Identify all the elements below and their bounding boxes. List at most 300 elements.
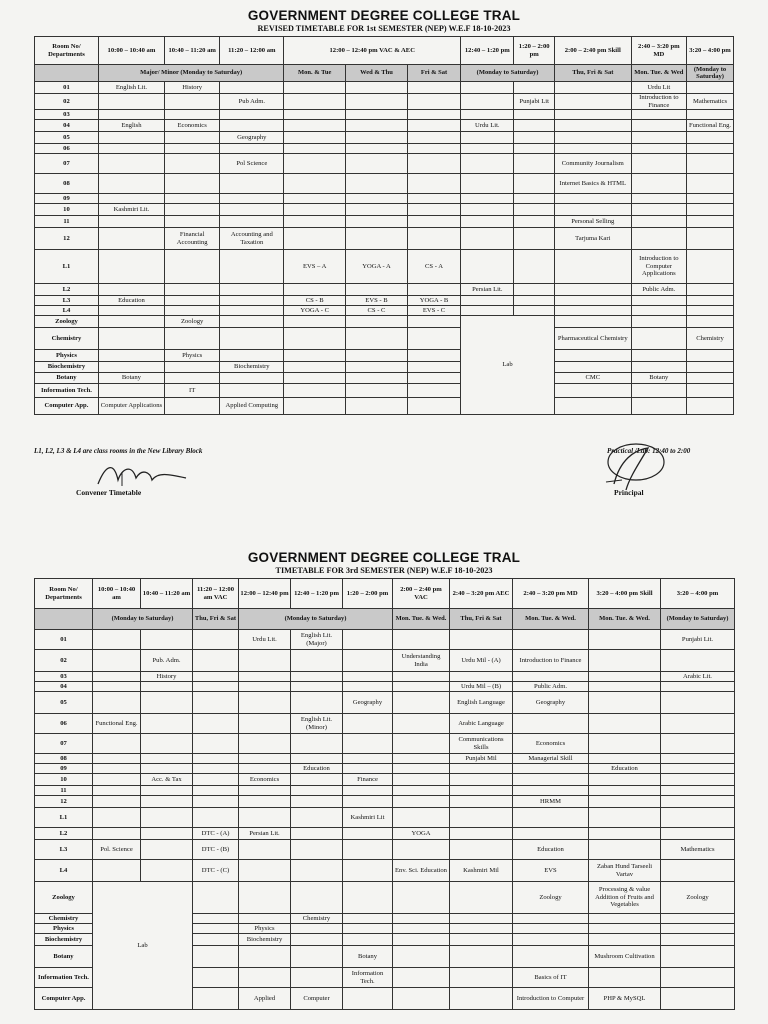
timetable-cell — [461, 82, 514, 94]
timetable-cell — [450, 840, 513, 860]
convener-label: Convener Timetable — [76, 488, 142, 497]
timetable-cell — [93, 754, 141, 764]
timetable-cell — [661, 946, 735, 968]
convener-signature-icon — [92, 458, 192, 490]
timetable-cell — [239, 714, 291, 734]
timetable-table — [34, 36, 734, 415]
timetable-cell — [631, 228, 686, 250]
timetable-cell — [164, 144, 219, 154]
timetable-cell: Internet Basics & HTML — [554, 174, 631, 194]
timetable-cell — [193, 946, 239, 968]
timetable-cell — [291, 734, 343, 754]
timetable-cell — [514, 132, 554, 144]
timetable-cell — [346, 204, 408, 216]
table-row — [35, 764, 735, 774]
timetable-cell: Mathematics — [687, 94, 734, 110]
table-row — [35, 350, 734, 362]
timetable-cell — [631, 144, 686, 154]
timetable-cell: Computer Applications — [98, 398, 164, 415]
timetable-cell: Accounting and Taxation — [220, 228, 284, 250]
timetable-cell: Botany — [631, 373, 686, 384]
timetable-cell — [98, 316, 164, 328]
timetable-cell — [393, 924, 450, 934]
timetable-cell — [450, 828, 513, 840]
timetable-cell — [220, 82, 284, 94]
timetable-cell — [343, 734, 393, 754]
timetable-cell — [393, 988, 450, 1010]
timetable-cell — [513, 672, 589, 682]
timetable-cell: Public Adm. — [513, 682, 589, 692]
timetable-cell — [393, 934, 450, 946]
timetable-cell — [450, 988, 513, 1010]
timetable-cell — [554, 110, 631, 120]
practical-lab-note: Practical /Lab: 12:40 to 2:00 — [607, 447, 691, 455]
timetable-cell — [93, 774, 141, 786]
timetable-cell — [193, 934, 239, 946]
timetable-cell — [284, 373, 346, 384]
band-mon-tue-wed-3: Mon. Tue. & Wed. — [589, 609, 661, 630]
timetable-cell — [93, 860, 141, 882]
timetable-cell — [513, 764, 589, 774]
timetable-cell — [513, 828, 589, 840]
table-row — [35, 362, 734, 373]
timetable-cell — [687, 144, 734, 154]
timetable-cell: Zoology — [661, 882, 735, 914]
timetable-cell — [284, 284, 346, 296]
timetable-cell — [461, 154, 514, 174]
timetable-cell — [393, 630, 450, 650]
timetable-cell — [687, 154, 734, 174]
timetable-cell — [291, 828, 343, 840]
timetable-cell: Physics — [164, 350, 219, 362]
room-cell: Information Tech. — [35, 384, 99, 398]
timetable-cell — [661, 988, 735, 1010]
timetable-cell — [141, 714, 193, 734]
timetable-cell — [450, 914, 513, 924]
band-fri-sat: Fri & Sat — [407, 65, 460, 82]
timetable-cell: Geography — [343, 692, 393, 714]
timetable-cell — [343, 882, 393, 914]
timetable-cell — [284, 398, 346, 415]
header-slot-6: 1:20 – 2:00 pm — [343, 579, 393, 609]
timetable-cell — [220, 194, 284, 204]
room-cell: L2 — [35, 284, 99, 296]
room-cell: 12 — [35, 228, 99, 250]
timetable-cell — [291, 882, 343, 914]
timetable-cell — [450, 934, 513, 946]
timetable-cell: Punjabi Lit. — [661, 630, 735, 650]
timetable-cell — [141, 692, 193, 714]
timetable-cell — [461, 204, 514, 216]
timetable-cell — [589, 734, 661, 754]
timetable-table — [34, 578, 735, 1010]
timetable-cell — [164, 110, 219, 120]
timetable-cell — [284, 154, 346, 174]
timetable-cell — [193, 882, 239, 914]
header-slot-4: 12:00 – 12:40 pm — [239, 579, 291, 609]
timetable-cell: Basics of IT — [513, 968, 589, 988]
timetable-cell — [589, 828, 661, 840]
timetable-cell — [346, 384, 408, 398]
timetable-cell — [141, 630, 193, 650]
room-cell: L1 — [35, 250, 99, 284]
timetable-cell — [589, 914, 661, 924]
timetable-cell — [291, 968, 343, 988]
timetable-cell — [291, 924, 343, 934]
timetable-cell — [554, 362, 631, 373]
timetable-cell — [461, 132, 514, 144]
timetable-cell — [291, 650, 343, 672]
timetable-cell — [514, 284, 554, 296]
band-thu-fri-sat: Thu, Fri & Sat — [554, 65, 631, 82]
timetable-cell — [284, 204, 346, 216]
timetable-cell — [450, 764, 513, 774]
timetable-cell — [407, 373, 460, 384]
table-row — [35, 228, 734, 250]
timetable-cell — [98, 250, 164, 284]
timetable-cell — [461, 296, 514, 306]
timetable-cell — [554, 120, 631, 132]
timetable-cell — [291, 786, 343, 796]
timetable-cell — [461, 110, 514, 120]
timetable-cell — [141, 764, 193, 774]
band-mon-sat-2: (Monday to Saturday) — [687, 65, 734, 82]
timetable-cell — [98, 228, 164, 250]
room-cell: 01 — [35, 630, 93, 650]
timetable-cell — [407, 384, 460, 398]
timetable-cell — [284, 194, 346, 204]
timetable-cell — [193, 796, 239, 808]
timetable-cell — [193, 650, 239, 672]
timetable-cell — [343, 914, 393, 924]
timetable-cell: Processing & value Addition of Fruits and Vegetables — [589, 882, 661, 914]
timetable-cell — [291, 692, 343, 714]
timetable-cell: English — [98, 120, 164, 132]
timetable-cell — [513, 786, 589, 796]
timetable-cell: DTC - (C) — [193, 860, 239, 882]
room-cell: 06 — [35, 144, 99, 154]
timetable-cell — [407, 398, 460, 415]
table-row — [35, 174, 734, 194]
timetable-cell — [93, 828, 141, 840]
timetable-cell — [284, 94, 346, 110]
timetable-cell: Urdu Mil – (B) — [450, 682, 513, 692]
timetable-cell — [239, 682, 291, 692]
timetable-cell: Physics — [239, 924, 291, 934]
timetable-cell — [343, 754, 393, 764]
timetable-cell — [98, 328, 164, 350]
timetable-cell — [239, 796, 291, 808]
timetable-cell — [661, 650, 735, 672]
room-cell: L1 — [35, 808, 93, 828]
table-row — [35, 754, 735, 764]
timetable-cell — [687, 132, 734, 144]
timetable-cell — [589, 672, 661, 682]
timetable-cell — [346, 82, 408, 94]
timetable-cell — [407, 350, 460, 362]
timetable-cell — [554, 384, 631, 398]
timetable-cell: Introduction to Finance — [631, 94, 686, 110]
timetable-cell — [220, 373, 284, 384]
timetable-cell — [193, 808, 239, 828]
timetable-cell — [164, 306, 219, 316]
timetable-cell — [346, 144, 408, 154]
band-mon-sat-3: (Monday to Saturday) — [661, 609, 735, 630]
timetable-cell: EVS — [513, 860, 589, 882]
timetable-cell — [393, 946, 450, 968]
timetable-cell — [98, 306, 164, 316]
timetable-cell — [554, 284, 631, 296]
timetable-cell — [93, 796, 141, 808]
timetable-cell — [291, 754, 343, 764]
timetable-cell — [461, 144, 514, 154]
timetable-cell: EVS - C — [407, 306, 460, 316]
timetable-cell — [554, 350, 631, 362]
timetable-subtitle: TIMETABLE FOR 3rd SEMESTER (NEP) W.E.F 18-10-2023 — [275, 566, 493, 575]
header-slot-vac: 2:00 – 2:40 pm VAC — [393, 579, 450, 609]
timetable-cell — [291, 934, 343, 946]
timetable-cell: Mathematics — [661, 840, 735, 860]
timetable-cell — [514, 306, 554, 316]
timetable-cell — [220, 250, 284, 284]
timetable-cell — [661, 734, 735, 754]
timetable-cell — [513, 808, 589, 828]
timetable-cell — [164, 154, 219, 174]
timetable-cell — [346, 174, 408, 194]
timetable-cell — [343, 924, 393, 934]
timetable-cell — [220, 174, 284, 194]
timetable-cell — [589, 840, 661, 860]
room-cell: Biochemistry — [35, 362, 99, 373]
band-mon-sat-2: (Monday to Saturday) — [239, 609, 393, 630]
timetable-cell: Persian Lit. — [461, 284, 514, 296]
timetable-cell — [141, 808, 193, 828]
timetable-cell: Biochemistry — [220, 362, 284, 373]
table-row — [35, 154, 734, 174]
timetable-cell — [141, 860, 193, 882]
timetable-cell — [687, 384, 734, 398]
timetable-cell — [589, 796, 661, 808]
timetable-cell — [514, 154, 554, 174]
timetable-cell — [450, 808, 513, 828]
timetable-cell — [193, 774, 239, 786]
timetable-cell: Introduction to Computer — [513, 988, 589, 1010]
header-slot-md: 2:40 – 3:20 pm MD — [513, 579, 589, 609]
timetable-cell — [661, 714, 735, 734]
timetable-cell: Env. Sci. Education — [393, 860, 450, 882]
room-cell: 07 — [35, 154, 99, 174]
timetable-cell: Pharmaceutical Chemistry — [554, 328, 631, 350]
timetable-cell: HRMM — [513, 796, 589, 808]
table-row — [35, 316, 734, 328]
room-cell: 07 — [35, 734, 93, 754]
timetable-cell: Pol. Science — [93, 840, 141, 860]
timetable-cell — [220, 384, 284, 398]
room-cell: L4 — [35, 860, 93, 882]
timetable-cell: CS - B — [284, 296, 346, 306]
timetable-cell — [239, 786, 291, 796]
timetable-cell: EVS – A — [284, 250, 346, 284]
timetable-cell — [514, 174, 554, 194]
timetable-cell — [461, 194, 514, 204]
room-cell: Computer App. — [35, 398, 99, 415]
timetable-cell — [661, 682, 735, 692]
timetable-cell — [687, 204, 734, 216]
timetable-cell: Kashmiri Lit. — [98, 204, 164, 216]
timetable-cell: Public Adm. — [631, 284, 686, 296]
header-slot-vac: 12:00 – 12:40 pm VAC & AEC — [284, 37, 461, 65]
timetable-cell — [193, 672, 239, 682]
timetable-cell — [220, 284, 284, 296]
timetable-cell — [687, 398, 734, 415]
timetable-cell — [687, 250, 734, 284]
header-slot-last: 3:20 – 4:00 pm — [687, 37, 734, 65]
timetable-cell — [141, 682, 193, 692]
timetable-cell: Zoology — [513, 882, 589, 914]
timetable-cell: Urdu Lit — [631, 82, 686, 94]
timetable-cell: CS - A — [407, 250, 460, 284]
timetable-cell — [164, 216, 219, 228]
timetable-cell: Computer — [291, 988, 343, 1010]
timetable-cell — [393, 914, 450, 924]
timetable-cell — [291, 774, 343, 786]
table-row — [35, 120, 734, 132]
timetable-cell — [164, 373, 219, 384]
timetable-cell — [393, 734, 450, 754]
room-cell: Zoology — [35, 882, 93, 914]
timetable-cell — [284, 350, 346, 362]
table-row — [35, 296, 734, 306]
timetable-cell: Kashmiri Lit — [343, 808, 393, 828]
timetable-cell — [346, 362, 408, 373]
timetable-cell — [239, 764, 291, 774]
timetable-cell — [450, 672, 513, 682]
timetable-cell — [284, 110, 346, 120]
timetable-cell — [687, 194, 734, 204]
timetable-cell — [239, 808, 291, 828]
timetable-cell: YOGA - B — [407, 296, 460, 306]
timetable-cell — [284, 174, 346, 194]
room-cell: 10 — [35, 204, 99, 216]
timetable-cell — [661, 914, 735, 924]
table-row — [35, 774, 735, 786]
timetable-cell — [141, 754, 193, 764]
timetable-cell — [393, 682, 450, 692]
table-row — [35, 216, 734, 228]
timetable-cell — [631, 194, 686, 204]
timetable-cell — [461, 250, 514, 284]
room-cell: 09 — [35, 194, 99, 204]
timetable-cell — [513, 924, 589, 934]
timetable-cell — [343, 828, 393, 840]
timetable-cell — [346, 120, 408, 132]
timetable-cell — [661, 968, 735, 988]
room-cell: Botany — [35, 373, 99, 384]
timetable-cell — [407, 204, 460, 216]
timetable-cell — [661, 692, 735, 714]
timetable-cell: IT — [164, 384, 219, 398]
timetable-cell: Chemistry — [291, 914, 343, 924]
timetable-cell — [687, 216, 734, 228]
timetable-cell — [239, 882, 291, 914]
timetable-cell — [98, 174, 164, 194]
room-cell: 02 — [35, 650, 93, 672]
timetable-cell — [193, 630, 239, 650]
room-cell: L3 — [35, 296, 99, 306]
timetable-cell — [661, 754, 735, 764]
room-cell: 09 — [35, 764, 93, 774]
timetable-cell — [220, 296, 284, 306]
timetable-cell — [164, 204, 219, 216]
timetable-cell — [631, 296, 686, 306]
timetable-1st-semester — [34, 8, 734, 415]
timetable-cell — [661, 934, 735, 946]
timetable-cell — [93, 764, 141, 774]
timetable-cell — [687, 284, 734, 296]
table-row — [35, 734, 735, 754]
timetable-cell — [687, 350, 734, 362]
header-slot-2: 10:40 – 11:20 am — [141, 579, 193, 609]
room-cell: 03 — [35, 672, 93, 682]
timetable-cell: Applied Computing — [220, 398, 284, 415]
timetable-cell — [631, 154, 686, 174]
timetable-cell — [589, 714, 661, 734]
header-slot-5: 12:40 – 1:20 pm — [291, 579, 343, 609]
timetable-cell — [98, 384, 164, 398]
timetable-cell — [407, 110, 460, 120]
table-row — [35, 630, 735, 650]
timetable-cell — [98, 284, 164, 296]
header-slot-5: 12:40 – 1:20 pm — [461, 37, 514, 65]
timetable-cell — [461, 228, 514, 250]
timetable-cell — [93, 672, 141, 682]
timetable-cell: Education — [513, 840, 589, 860]
timetable-cell — [514, 120, 554, 132]
timetable-cell — [239, 968, 291, 988]
timetable-cell — [407, 120, 460, 132]
timetable-cell — [141, 786, 193, 796]
timetable-cell: EVS - B — [346, 296, 408, 306]
room-cell: L4 — [35, 306, 99, 316]
timetable-cell — [407, 82, 460, 94]
classroom-note: L1, L2, L3 & L4 are class rooms in the New Library Block — [34, 447, 203, 455]
timetable-cell — [164, 296, 219, 306]
timetable-cell — [589, 692, 661, 714]
timetable-cell — [589, 786, 661, 796]
timetable-cell: Arabic Lit. — [661, 672, 735, 682]
timetable-cell: Functional Eng. — [93, 714, 141, 734]
room-cell: 08 — [35, 174, 99, 194]
timetable-cell: Geography — [220, 132, 284, 144]
band-mon-tue-wed-2: Mon. Tue. & Wed. — [513, 609, 589, 630]
timetable-cell — [687, 316, 734, 328]
timetable-cell — [291, 808, 343, 828]
timetable-cell — [554, 144, 631, 154]
timetable-cell: Geography — [513, 692, 589, 714]
timetable-cell — [343, 786, 393, 796]
timetable-cell — [343, 630, 393, 650]
timetable-cell: English Language — [450, 692, 513, 714]
timetable-cell: Applied — [239, 988, 291, 1010]
timetable-cell — [284, 120, 346, 132]
timetable-cell — [589, 630, 661, 650]
timetable-cell — [554, 132, 631, 144]
timetable-cell — [164, 328, 219, 350]
timetable-cell — [631, 120, 686, 132]
timetable-cell — [554, 306, 631, 316]
timetable-cell: Biochemistry — [239, 934, 291, 946]
band-major-minor: Major/ Minor (Monday to Saturday) — [98, 65, 283, 82]
